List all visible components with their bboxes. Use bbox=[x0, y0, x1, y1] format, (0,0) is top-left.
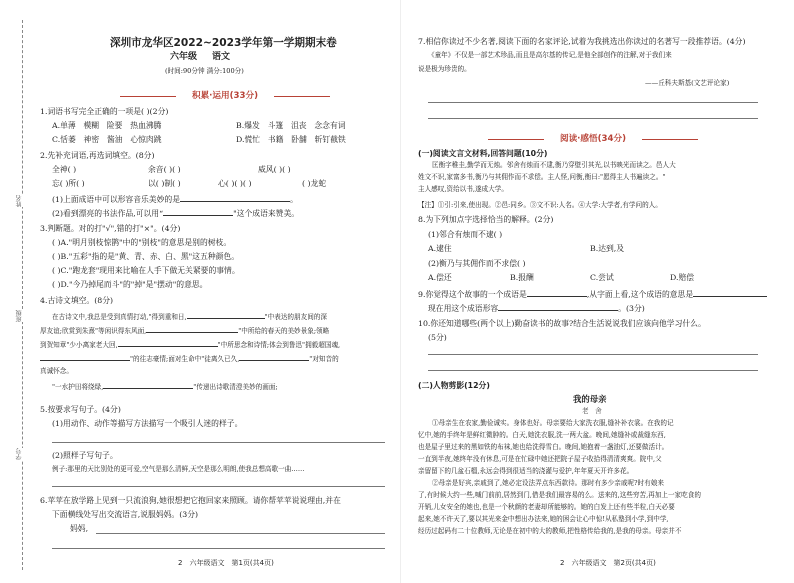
q5-sub-2: (2)照样子写句子。 bbox=[52, 451, 118, 460]
q5-sub-1: (1)用动作、动作等描写方法描写一个吸引人迷的样子。 bbox=[52, 419, 243, 428]
q6-speaker: 妈妈, bbox=[70, 524, 89, 533]
q3-item-a[interactable]: ( )A."明月别枝惊鹊"中的"别枝"的意思是别的树枝。 bbox=[52, 238, 232, 247]
q2-stem: 2.先补充词语,再选词填空。(8分) bbox=[40, 151, 155, 160]
cut-line bbox=[22, 20, 23, 570]
q8-option2-b[interactable]: B.报酬 bbox=[510, 273, 534, 282]
page-fold bbox=[400, 0, 401, 583]
q4-line-3: 到贺知章"少小离家老大回, "中所思念和诗情;体会到鲁迅"拥毅超国魂, bbox=[40, 338, 340, 351]
q4-line-2: 厚友谊;欣赏到朱熹"等闲识得东风面, "中所给的春天的美妙景象;领略 bbox=[40, 324, 329, 337]
essay-line-3: 也是屋子里过来的黑如铁的布袜,她也给洗得雪白。晚间,她抱着一盏油灯,还要做活计。 bbox=[418, 443, 669, 451]
q8-option2-c[interactable]: C.尝试 bbox=[590, 273, 614, 282]
q4-blank-3[interactable] bbox=[118, 338, 218, 347]
q2-blank-7[interactable]: ( )龙蛇 bbox=[302, 179, 327, 188]
q7-quote-1: 《童年》不仅是一部艺术珍品,而且是高尔基的传记,是他全部创作的注解,对于我们来 bbox=[428, 51, 672, 59]
binding-margin bbox=[0, 0, 30, 583]
q1-option-d: D.慌忙 书籍 卧舖 斩钉截铁 bbox=[236, 135, 346, 144]
q1-stem: 1.词语书写完全正确的一项是( )(2分) bbox=[40, 107, 169, 116]
essay-title: 我的母亲 bbox=[573, 394, 607, 404]
q4-blank-6[interactable] bbox=[103, 380, 193, 389]
part2-title: (二)人物剪影(12分) bbox=[418, 381, 490, 390]
q2-blank-1[interactable]: 全神( ) bbox=[52, 165, 77, 174]
q10-score: (5分) bbox=[428, 333, 447, 342]
q4-line-6: "一水护田将绕绿, "传递出诗歌清澄美妙的画面; bbox=[52, 380, 278, 393]
exam-title: 深圳市龙华区2022~2023学年第一学期期末卷 bbox=[110, 37, 337, 49]
q2-sub-2: (2)看到漂亮的书法作品,可以用“ "这个成语来赞美。 bbox=[52, 209, 300, 218]
q3-stem: 3.判断题。对的打"√",错的打"×"。(4分) bbox=[40, 224, 181, 233]
essay-line-4: 一直到半夜,她终年没有休息,可是在忙碌中她还把院子屋子收拾得清清爽爽。院中,父 bbox=[418, 455, 662, 463]
q6-answer-line-1[interactable] bbox=[96, 533, 385, 534]
q9-line-1: 9.你觉得这个故事的一个成语是 ,从字面上看,这个成语的意思是 bbox=[418, 288, 767, 300]
essay-line-5: 亲留留下的几盆石榴,永远会得到很适当的浇灌与爱护,年年夏天开许多花。 bbox=[418, 467, 634, 475]
q2-answer-1[interactable] bbox=[180, 193, 290, 202]
q5-example: 例子:那里的天比别处的更可爱,空气是那么清鲜,天空是那么明朗,使我总想高歌一曲…… bbox=[52, 465, 305, 473]
essay-author: 老 舍 bbox=[582, 407, 602, 415]
q10-answer-line-2[interactable] bbox=[428, 370, 758, 371]
q5-answer-line-1[interactable] bbox=[52, 442, 385, 443]
q5-answer-line-2[interactable] bbox=[52, 486, 385, 487]
q4-line-1: 在古诗文中,我总是受到真情打动,"得到重和日, "中表达的朋友间的深 bbox=[52, 310, 327, 323]
q1-option-b: B.爆发 斗篷 沮丧 念念有词 bbox=[236, 121, 346, 130]
q9-blank-1[interactable] bbox=[527, 288, 587, 297]
q2-blank-2[interactable]: 余音( )( ) bbox=[148, 165, 181, 174]
q2-blank-3[interactable]: 威风( )( ) bbox=[258, 165, 291, 174]
q7-author: ——丘科夫斯基(文艺评论家) bbox=[645, 79, 730, 87]
q9-blank-2[interactable] bbox=[693, 288, 767, 297]
wenyan-line-2: 姓文不识,家富多书,衡乃与其佣作而不求偿。主人怪,问衡,衡曰:"愿得主人书遍读之。" bbox=[418, 173, 666, 181]
q8-option2-a[interactable]: A.偿还 bbox=[428, 273, 452, 282]
q5-stem: 5.按要求写句子。(4分) bbox=[40, 405, 121, 414]
q9-line-2: 现在用这个成语形容 。(3分) bbox=[428, 304, 645, 313]
q4-stem: 4.古诗文填空。(8分) bbox=[40, 296, 114, 305]
footer-right: 2 六年级语文 第2页(共4页) bbox=[560, 559, 656, 567]
q7-answer-line-2[interactable] bbox=[428, 118, 758, 119]
section-banner-2: 阅读·感悟(34分) bbox=[488, 133, 698, 145]
side-label-name: 姓名 bbox=[16, 195, 23, 207]
side-label-class: 班级 bbox=[16, 310, 23, 322]
q10-answer-line-1[interactable] bbox=[428, 354, 758, 355]
essay-line-6: ②母亲是好宾,亲戚到了,她必定设法弄点东西款待。那时有多少亲戚呢?时有娘来 bbox=[432, 479, 664, 487]
q2-sub-1: (1)上面成语中可以形容音乐美妙的是 。 bbox=[52, 195, 298, 204]
essay-line-1: ①母亲生在农家,勤俭诚实。身体也好。母亲要给大家洗衣服,缝补补衣裳。在我的记 bbox=[432, 419, 674, 427]
q3-item-b[interactable]: ( )B."五彩"指的是"黄、青、赤、白、黑"这五种颜色。 bbox=[52, 252, 240, 261]
q8-stem: 8.为下列加点字选择恰当的解释。(2分) bbox=[418, 215, 554, 224]
essay-line-2: 忆中,她的手终年是鲜红微肿的。白天,她洗衣服,洗一两大盆。晚间,她缝补或裁缝东西, bbox=[418, 431, 666, 439]
essay-line-7: 了,有时候大约一些,喊门前前,居然到门,借是我们最容易的么。送来的,这些穷苦,再加上一家吃食的 bbox=[418, 491, 701, 499]
q2-blank-4[interactable]: 忘( )所( ) bbox=[52, 179, 85, 188]
q6-stem: 6.苹苹在放学路上见到一只流浪狗,她很想把它抱回家来照顾。请你帮苹苹说说理由,并在 bbox=[40, 496, 341, 505]
section-banner-1: 积累·运用(33分) bbox=[120, 90, 330, 102]
q2-blank-6[interactable]: 心( )( )( ) bbox=[218, 179, 252, 188]
q1-option-c: C.恬萎 神密 酱油 心惊肉跳 bbox=[52, 135, 162, 144]
q6-answer-line-2[interactable] bbox=[52, 548, 385, 549]
essay-line-10: 经历过起码有二十位教师,无论是在初中的大的教师,把性格传给我的,是我的母亲。母亲并不 bbox=[418, 527, 682, 535]
q8-sub-1[interactable]: (1)邻合有烛而不逮( ) bbox=[428, 230, 503, 239]
q8-option-a[interactable]: A.逮住 bbox=[428, 244, 452, 253]
wenyan-line-3: 主人感叹,资给以书,遂成大学。 bbox=[418, 185, 508, 193]
q2-blank-5[interactable]: 以( )制( ) bbox=[148, 179, 181, 188]
grade-label: 六年级 bbox=[170, 52, 198, 62]
q4-line-4: "的往志豪情;面对生命中"徒离久已久, "对知音的 bbox=[40, 352, 339, 365]
q9-blank-3[interactable] bbox=[498, 302, 618, 311]
q7-answer-line-1[interactable] bbox=[428, 102, 758, 103]
q4-blank-5[interactable] bbox=[239, 352, 309, 361]
subject-label: 语文 bbox=[212, 52, 231, 62]
q4-line-5: 真诚怀念。 bbox=[40, 367, 73, 375]
part1-title: (一)阅读文言文材料,回答问题(10分) bbox=[418, 149, 548, 158]
q7-quote-2: 说是极为珍贵的。 bbox=[418, 65, 471, 73]
side-label-number: 学号 bbox=[16, 448, 23, 460]
essay-line-8: 开销,儿女安全的她也,也是一个秋颜的老妻却所能够的。她的白发上还有些半粒,白天必要 bbox=[418, 503, 675, 511]
q10-stem: 10.你还知道哪些(两个以上)勤奋读书的故事?结合生活说说我们应该向他学习什么。 bbox=[418, 319, 706, 328]
q4-blank-4[interactable] bbox=[40, 352, 130, 361]
q3-item-c[interactable]: ( )C."跑龙套"现用来比喻在人手下做无关紧要的事情。 bbox=[52, 266, 240, 275]
q8-option2-d[interactable]: D.赔偿 bbox=[670, 273, 695, 282]
wenyan-line-1: 匡衡字稚圭,勤学而无烛。邻舍有烛而不逮,衡乃穿壁引其光,以书映光而读之。邑人大 bbox=[432, 161, 676, 169]
wenyan-notes: 【注】①引:引来,使出现。②邑:同乡。③文不识:人名。④大学:大学者,有学问的人。 bbox=[418, 201, 662, 209]
q8-sub-2[interactable]: (2)衡乃与其佣作而不求偿( ) bbox=[428, 259, 526, 268]
q1-option-a: A.单薄 模糊 险要 热血沸腾 bbox=[52, 121, 162, 130]
q3-item-d[interactable]: ( )D."今乃掉尾而斗"的"掉"是"摆动"的意思。 bbox=[52, 280, 208, 289]
q4-blank-2[interactable] bbox=[146, 324, 238, 333]
q6-stem-2: 下面横线处写出交流语言,说服妈妈。(3分) bbox=[52, 510, 199, 519]
q2-answer-2[interactable] bbox=[163, 207, 233, 216]
exam-meta: (时间:90分钟 满分:100分) bbox=[165, 67, 244, 75]
q7-stem: 7.相信你读过不少名著,阅读下面的名家评论,试着为我挑选出你读过的名著写一段推荐语。(4分) bbox=[418, 37, 746, 46]
essay-line-9: 起来,她不许天了,要以其光来金中想出办法来,她的困会让心中惊!从私塾到小学,到中学, bbox=[418, 515, 669, 523]
q8-option-b[interactable]: B.达到,及 bbox=[590, 244, 625, 253]
footer-left: 2 六年级语文 第1页(共4页) bbox=[178, 559, 274, 567]
q4-blank-1[interactable] bbox=[187, 310, 265, 319]
